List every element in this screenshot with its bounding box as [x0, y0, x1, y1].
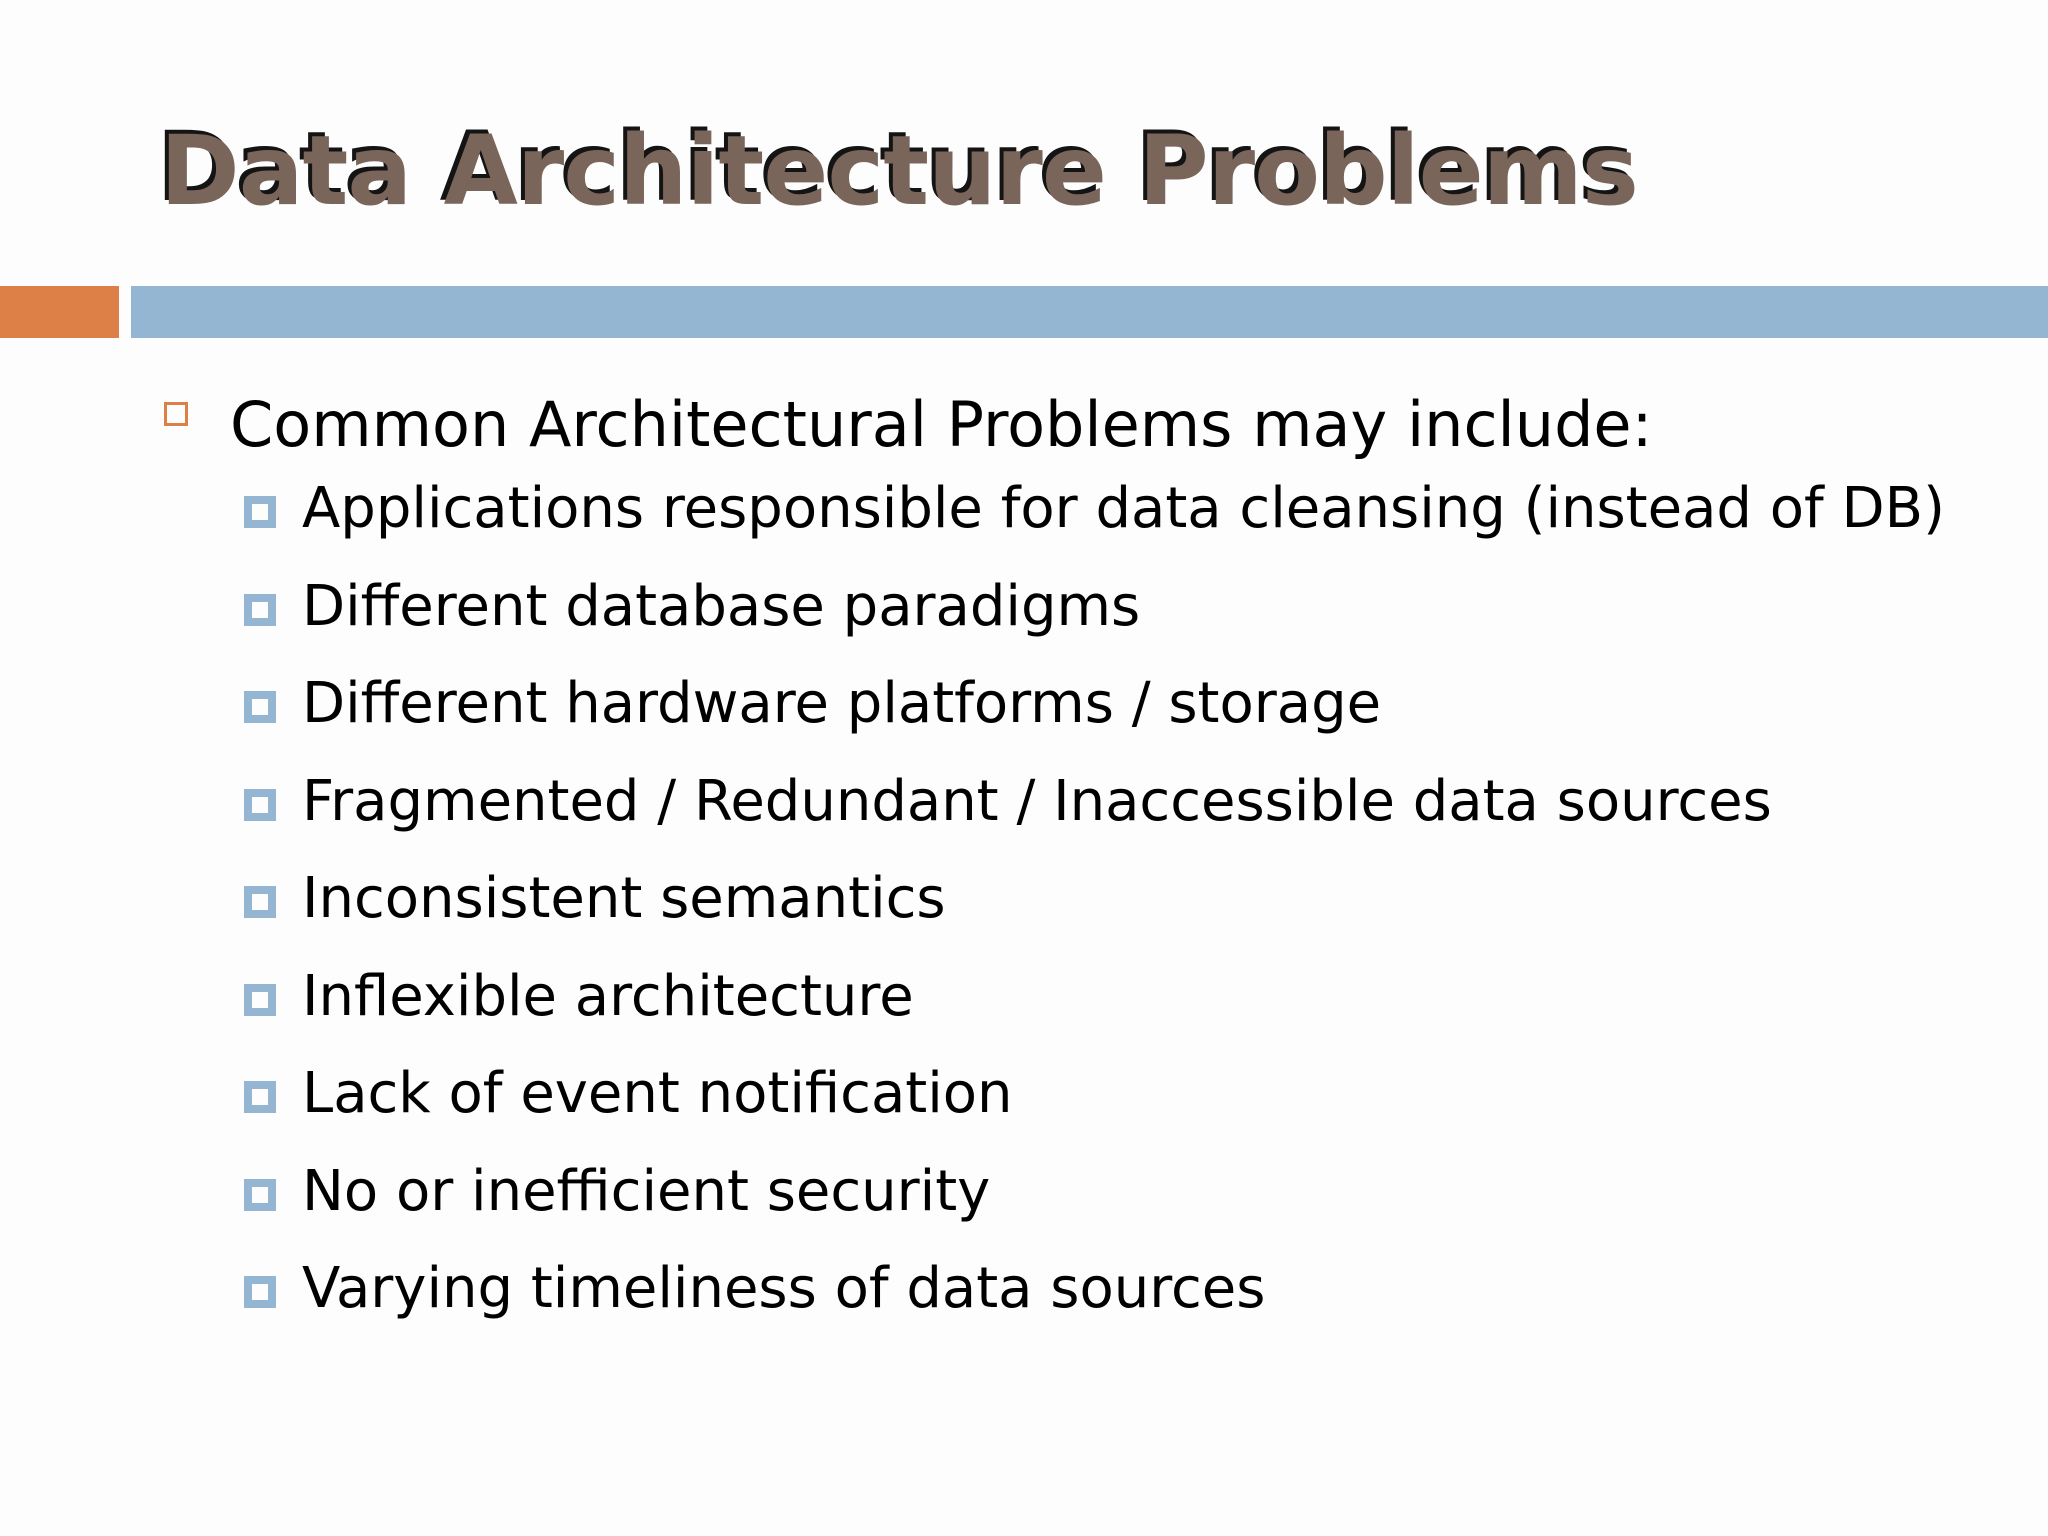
square-bullet-icon	[244, 594, 276, 626]
sub-bullet-text: Different hardware platforms / storage	[302, 671, 1382, 736]
sub-bullet-item	[160, 1252, 2020, 1350]
slide-title: Data Architecture Problems	[160, 115, 1638, 227]
sub-bullet-item	[160, 1057, 2020, 1155]
square-bullet-icon	[244, 886, 276, 918]
sub-bullet-text: Inflexible architecture	[302, 963, 914, 1029]
sub-bullet-text: Applications responsible for data cleansing (instead of DB)	[302, 476, 1945, 541]
slide-content	[160, 380, 2020, 1350]
title-accent-bar	[0, 286, 119, 338]
square-bullet-icon	[244, 1276, 276, 1308]
square-bullet-icon	[244, 691, 276, 723]
sub-bullet-item	[160, 765, 2020, 863]
hollow-square-bullet-icon	[164, 402, 188, 426]
square-bullet-icon	[244, 496, 276, 528]
sub-bullet-text: Inconsistent semantics	[302, 866, 946, 931]
square-bullet-icon	[244, 1081, 276, 1113]
sub-bullet-text: Fragmented / Redundant / Inaccessible data sources	[302, 768, 1772, 834]
sub-bullet-text: Lack of event notification	[302, 1061, 1013, 1126]
sub-bullet-list	[160, 472, 2020, 1350]
square-bullet-icon	[244, 789, 276, 821]
square-bullet-icon	[244, 984, 276, 1016]
square-bullet-icon	[244, 1179, 276, 1211]
sub-bullet-item	[160, 1155, 2020, 1253]
sub-bullet-item	[160, 960, 2020, 1058]
bullet-text: Common Architectural Problems may include:	[230, 388, 1653, 461]
sub-bullet-item	[160, 472, 2020, 570]
sub-bullet-item	[160, 570, 2020, 668]
bullet-item	[160, 380, 2020, 472]
sub-bullet-text: Different database paradigms	[302, 573, 1141, 639]
sub-bullet-text: No or inefficient security	[302, 1158, 991, 1224]
sub-bullet-text: Varying timeliness of data sources	[302, 1256, 1266, 1321]
title-divider-bar	[131, 286, 2048, 338]
sub-bullet-item	[160, 862, 2020, 960]
sub-bullet-item	[160, 667, 2020, 765]
